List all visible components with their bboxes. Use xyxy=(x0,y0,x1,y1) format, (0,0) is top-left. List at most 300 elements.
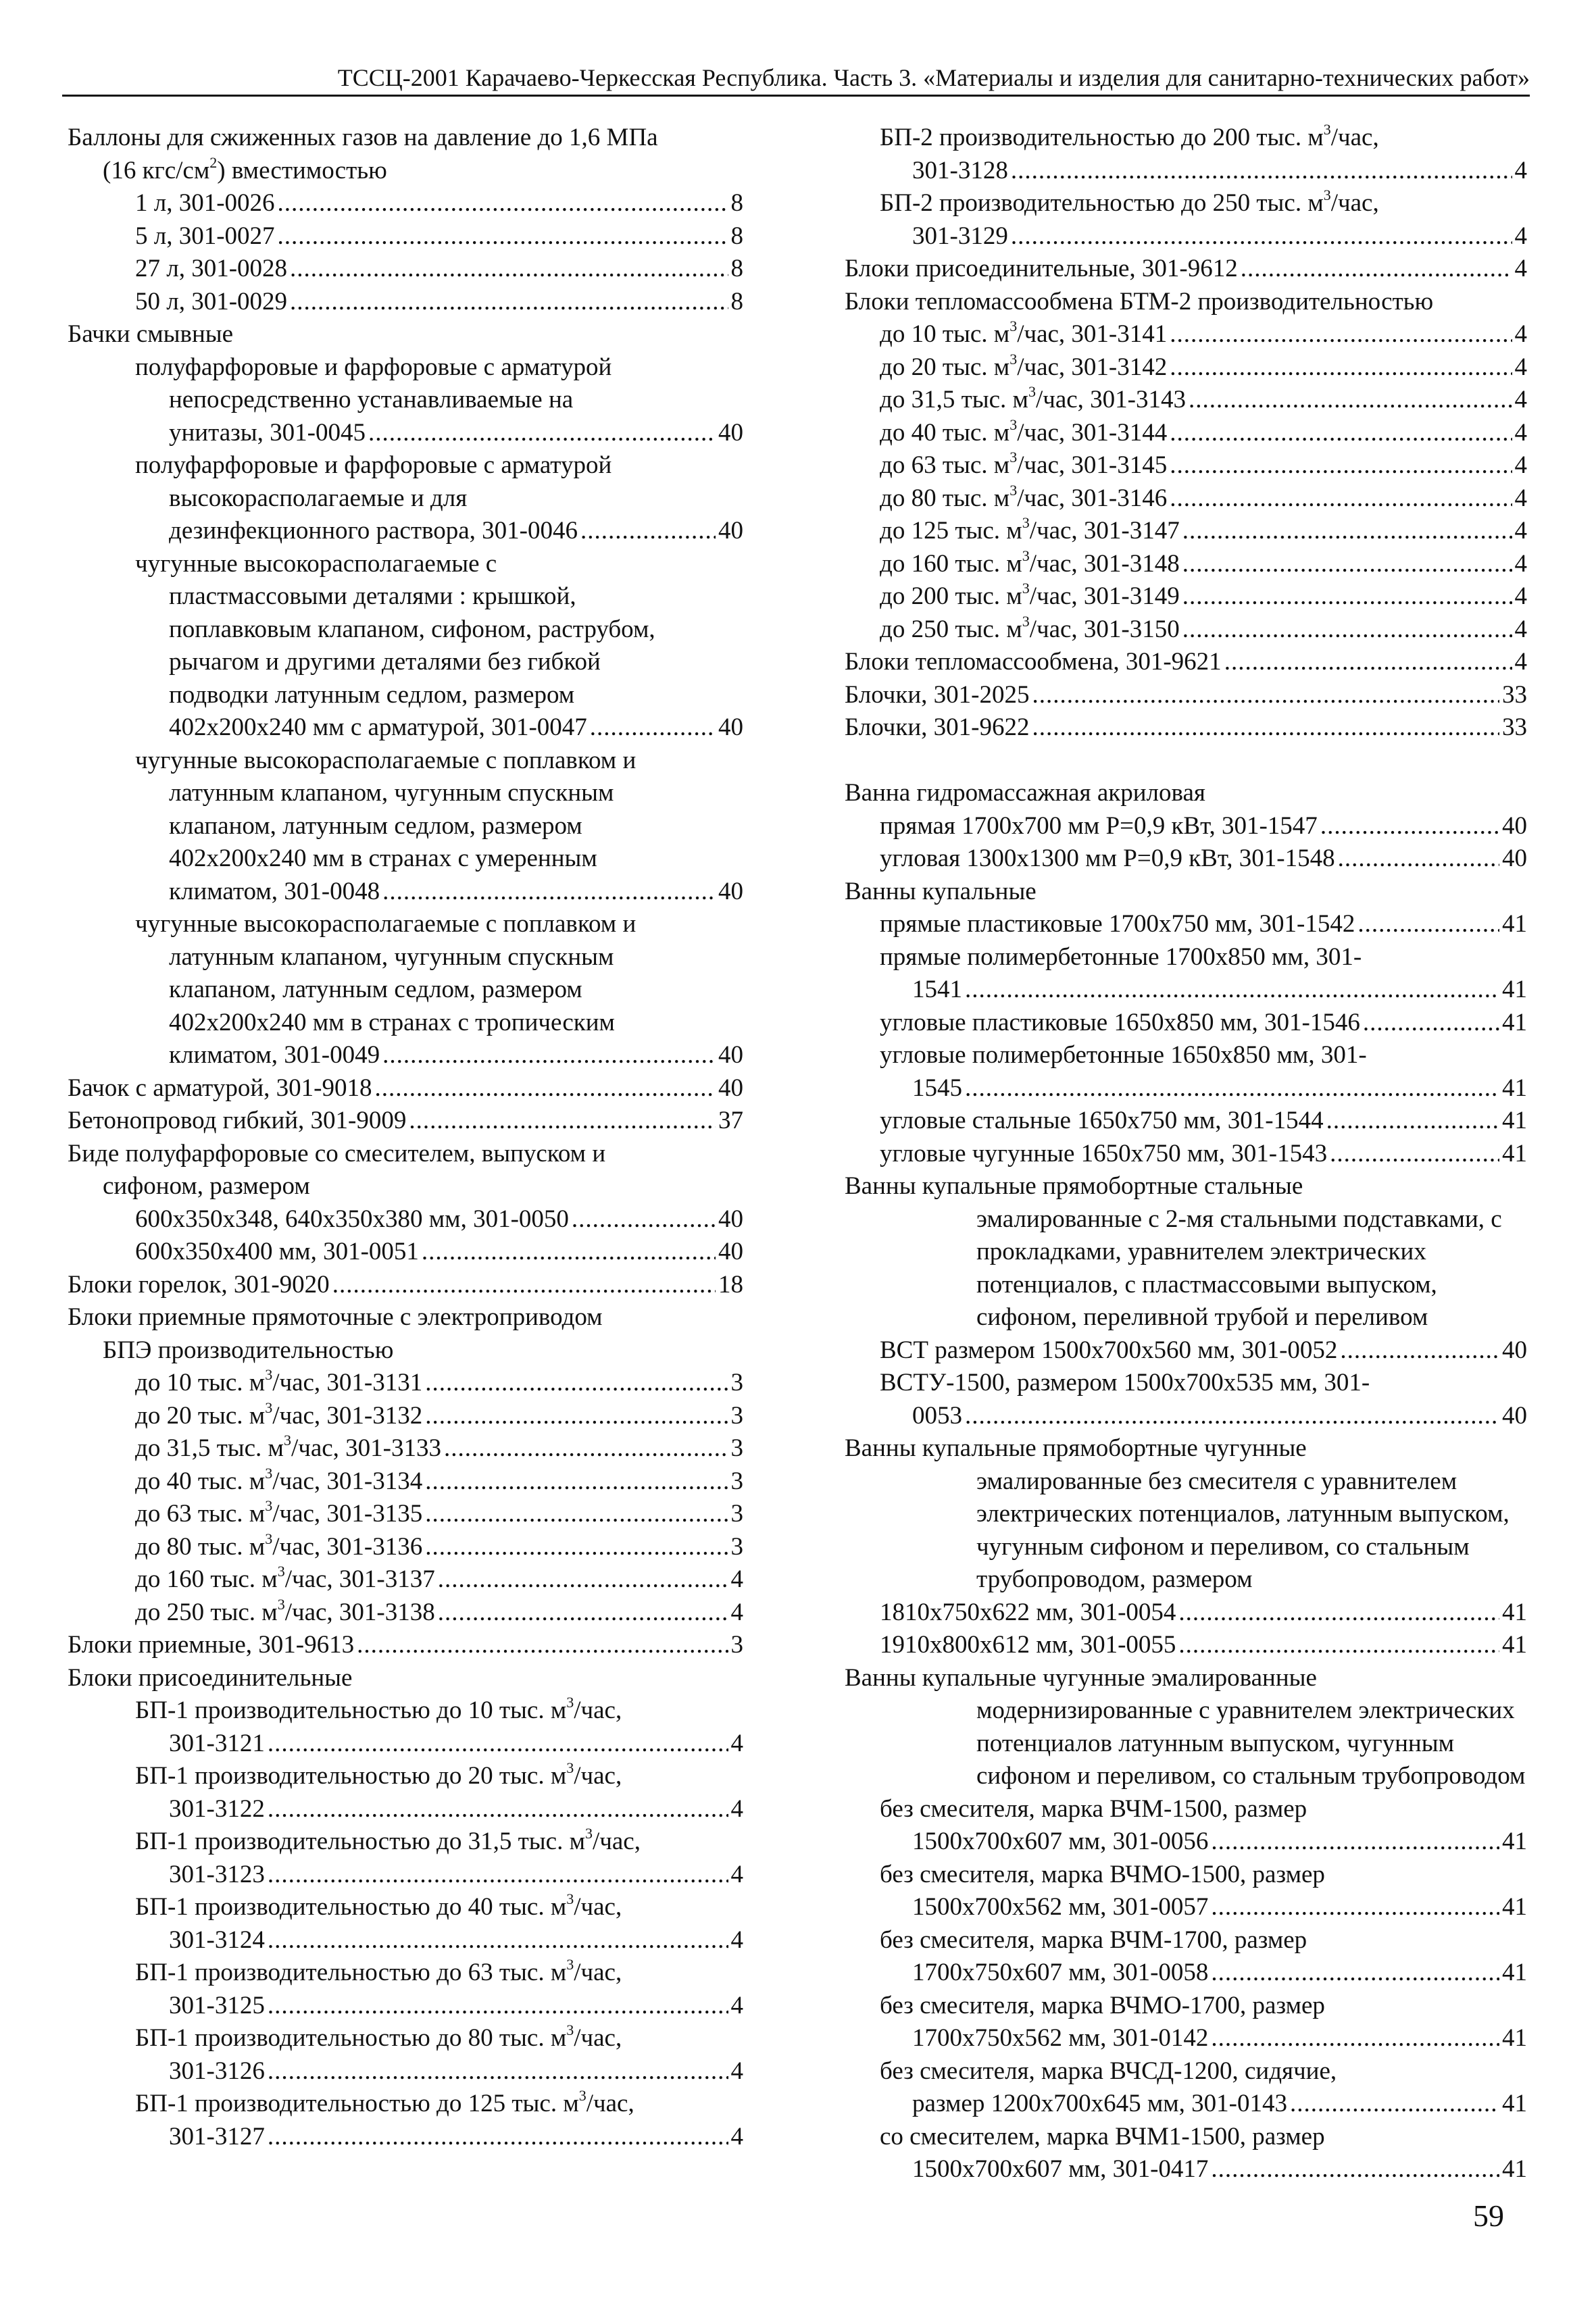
line-text: Ванны купальные прямобортные чугунные xyxy=(845,1434,1307,1462)
line-text: сифоном и переливом, со стальным трубопроводом xyxy=(976,1762,1526,1790)
entry-text: Блоки горелок, 301-9020 xyxy=(68,1270,330,1299)
entry-page-number: 4 xyxy=(730,1926,743,1954)
line-text: эмалированные без смесителя с уравнителем xyxy=(976,1467,1457,1495)
index-line xyxy=(68,482,743,515)
index-entry xyxy=(68,1990,743,2023)
index-line xyxy=(845,1694,1527,1728)
dot-leader xyxy=(268,1859,728,1892)
line-text: полуфарфоровые и фарфоровые с арматурой xyxy=(135,353,612,381)
entry-page-number: 3 xyxy=(730,1631,743,1659)
entry-page-number: 40 xyxy=(718,877,743,905)
index-line xyxy=(68,745,743,778)
index-line xyxy=(68,1957,743,1990)
index-line xyxy=(68,613,743,647)
line-text: БП-1 производительностью до 80 тыс. $м^3$/час, xyxy=(135,2021,622,2052)
dot-leader xyxy=(1032,711,1499,745)
index-column-left xyxy=(68,122,743,2153)
entry-text: 1700х750х562 мм, 301-0142 xyxy=(912,2024,1209,2052)
index-line xyxy=(68,1334,743,1367)
index-line xyxy=(68,941,743,974)
index-entry xyxy=(68,1367,743,1400)
index-line xyxy=(845,1367,1527,1400)
page-number: 59 xyxy=(1473,2198,1504,2233)
index-line xyxy=(68,580,743,613)
line-text: (16 кгс/$см^2$) вместимостью xyxy=(103,153,387,184)
entry-text: климатом, 301-0048 xyxy=(169,877,380,905)
index-entry xyxy=(68,1432,743,1465)
entry-page-number: 3 xyxy=(730,1500,743,1528)
dot-leader xyxy=(1182,580,1512,613)
line-text: модернизированные с уравнителем электрических xyxy=(976,1696,1515,1724)
index-line xyxy=(845,1301,1527,1334)
dot-leader xyxy=(382,876,716,909)
entry-text: до 250 тыс. $м^3$/час, 301-3150 xyxy=(880,612,1180,643)
line-text: клапаном, латунным седлом, размером xyxy=(169,976,582,1003)
dot-leader xyxy=(268,2121,728,2154)
index-line xyxy=(845,1531,1527,1564)
line-text: Блоки тепломассообмена БТМ-2 производительностью xyxy=(845,287,1434,316)
index-entry xyxy=(845,1596,1527,1630)
entry-text: до 160 тыс. $м^3$/час, 301-3148 xyxy=(880,547,1180,578)
index-entry xyxy=(68,711,743,745)
entry-text: до 31,5 тыс. $м^3$/час, 301-3133 xyxy=(135,1432,442,1462)
dot-leader xyxy=(409,1105,716,1138)
entry-text: 600х350х400 мм, 301-0051 xyxy=(135,1238,419,1265)
dot-leader xyxy=(1189,384,1512,417)
entry-text: Блоки приемные, 301-9613 xyxy=(68,1631,355,1659)
line-text: Ванны купальные прямобортные стальные xyxy=(845,1172,1303,1200)
entry-text: до 200 тыс. $м^3$/час, 301-3149 xyxy=(880,580,1180,610)
index-line xyxy=(68,1760,743,1793)
index-entry xyxy=(845,155,1527,188)
dot-leader xyxy=(1211,2153,1499,2186)
line-text: БП-2 производительностью до 250 тыс. $м^3$/час, xyxy=(880,186,1379,217)
entry-text: 301-3122 xyxy=(169,1794,265,1823)
index-entry xyxy=(68,2121,743,2154)
entry-page-number: 4 xyxy=(1514,517,1527,545)
line-text: Блоки присоединительные xyxy=(68,1663,353,1692)
index-line xyxy=(845,1859,1527,1892)
line-text: клапаном, латунным седлом, размером xyxy=(169,811,582,840)
index-entry xyxy=(845,1138,1527,1171)
index-entry xyxy=(845,580,1527,613)
line-text: БП-2 производительностью до 200 тыс. $м^3$/час, xyxy=(880,121,1379,151)
entry-text: 0053 xyxy=(912,1401,962,1430)
entry-page-number: 8 xyxy=(730,255,743,282)
line-text: непосредственно устанавливаемые на xyxy=(169,386,574,413)
dot-leader xyxy=(1170,351,1512,384)
index-line xyxy=(68,1170,743,1203)
index-line xyxy=(68,2022,743,2055)
dot-leader xyxy=(1011,220,1512,253)
entry-text: до 10 тыс. $м^3$/час, 301-3131 xyxy=(135,1366,423,1397)
index-entry xyxy=(845,1334,1527,1367)
index-line xyxy=(68,155,743,188)
index-entry xyxy=(68,1859,743,1892)
index-line xyxy=(845,1269,1527,1302)
dot-leader xyxy=(1330,1138,1499,1171)
dot-leader xyxy=(357,1629,728,1662)
line-text: БП-1 производительностью до 125 тыс. $м^3$/час, xyxy=(135,2087,634,2117)
entry-text: угловые чугунные 1650х750 мм, 301-1543 xyxy=(880,1139,1328,1167)
entry-text: 301-3123 xyxy=(169,1860,265,1888)
index-entry xyxy=(845,449,1527,482)
index-line xyxy=(68,646,743,679)
index-column-right xyxy=(845,122,1527,2186)
entry-text: климатом, 301-0049 xyxy=(169,1041,380,1069)
entry-page-number: 4 xyxy=(1514,484,1527,512)
line-text: прокладками, уравнителем электрических xyxy=(976,1238,1426,1265)
line-text: Бачки смывные xyxy=(68,320,234,348)
line-text: чугунные высокорасполагаемые с поплавком и xyxy=(135,910,637,938)
line-text: сифоном, переливной трубой и переливом xyxy=(976,1303,1428,1331)
dot-leader xyxy=(444,1432,728,1465)
entry-page-number: 4 xyxy=(1514,353,1527,381)
line-text: чугунные высокорасполагаемые с поплавком и xyxy=(135,746,637,774)
entry-text: 1500х700х607 мм, 301-0417 xyxy=(912,2155,1209,2183)
entry-page-number: 4 xyxy=(1514,451,1527,479)
dot-leader xyxy=(1182,515,1512,548)
index-line xyxy=(845,1793,1527,1826)
entry-text: 600х350х348, 640х350х380 мм, 301-0050 xyxy=(135,1205,569,1233)
entry-page-number: 41 xyxy=(1502,976,1527,1003)
index-line xyxy=(845,2055,1527,2088)
index-entry xyxy=(68,417,743,450)
dot-leader xyxy=(1178,1629,1499,1662)
line-text: 402х200х240 мм в странах с умеренным xyxy=(169,845,597,872)
index-entry xyxy=(845,2153,1527,2186)
entry-text: угловая 1300х1300 мм Р=0,9 кВт, 301-1548 xyxy=(880,845,1335,872)
entry-page-number: 40 xyxy=(1502,1336,1527,1364)
index-line xyxy=(845,941,1527,974)
dot-leader xyxy=(268,1793,728,1826)
line-text: полуфарфоровые и фарфоровые с арматурой xyxy=(135,451,612,479)
dot-leader xyxy=(278,220,728,253)
line-text: угловые полимербетонные 1650х850 мм, 301- xyxy=(880,1041,1367,1069)
entry-text: Блочки, 301-9622 xyxy=(845,713,1030,741)
dot-leader xyxy=(1170,449,1512,482)
entry-text: 5 л, 301-0027 xyxy=(135,222,275,250)
entry-page-number: 4 xyxy=(730,2122,743,2150)
index-line xyxy=(68,1301,743,1334)
index-entry xyxy=(845,1400,1527,1433)
entry-page-number: 4 xyxy=(1514,549,1527,578)
entry-text: до 10 тыс. $м^3$/час, 301-3141 xyxy=(880,318,1168,348)
dot-leader xyxy=(1170,417,1512,450)
index-entry xyxy=(845,613,1527,647)
index-entry xyxy=(68,1072,743,1105)
line-text: чугунным сифоном и переливом, со стальным xyxy=(976,1532,1470,1561)
index-entry xyxy=(845,810,1527,843)
entry-page-number: 41 xyxy=(1502,1074,1527,1102)
index-line xyxy=(68,842,743,876)
line-text: латунным клапаном, чугунным спускным xyxy=(169,942,614,971)
entry-page-number: 40 xyxy=(718,1238,743,1265)
entry-page-number: 33 xyxy=(1502,713,1527,741)
entry-page-number: 4 xyxy=(1514,418,1527,447)
index-entry xyxy=(845,417,1527,450)
entry-page-number: 41 xyxy=(1502,1139,1527,1167)
entry-page-number: 8 xyxy=(730,222,743,250)
entry-page-number: 3 xyxy=(730,1369,743,1397)
line-text: БП-1 производительностью до 31,5 тыс. $м^3$/час, xyxy=(135,1825,641,1855)
index-line xyxy=(845,1990,1527,2023)
dot-leader xyxy=(1340,1334,1499,1367)
line-text: Биде полуфарфоровые со смесителем, выпуском и xyxy=(68,1139,606,1167)
entry-page-number: 4 xyxy=(1514,615,1527,643)
index-entry xyxy=(845,842,1527,876)
dot-leader xyxy=(1363,1007,1499,1040)
dot-leader xyxy=(1241,253,1512,286)
entry-page-number: 4 xyxy=(1514,320,1527,348)
dot-leader xyxy=(1182,613,1512,647)
index-entry xyxy=(845,548,1527,581)
dot-leader xyxy=(1211,1891,1499,1924)
entry-page-number: 4 xyxy=(730,2057,743,2085)
dot-leader xyxy=(1338,842,1499,876)
index-entry xyxy=(845,2088,1527,2121)
dot-leader xyxy=(965,1400,1499,1433)
index-entry xyxy=(68,1400,743,1433)
line-text: без смесителя, марка ВЧСД-1200, сидячие, xyxy=(880,2057,1337,2085)
entry-text: Блочки, 301-2025 xyxy=(845,680,1030,709)
line-text: БПЭ производительностью xyxy=(103,1336,394,1364)
index-entry xyxy=(845,515,1527,548)
index-entry xyxy=(845,1957,1527,1990)
entry-text: 1545 xyxy=(912,1074,962,1102)
index-line xyxy=(68,384,743,417)
entry-page-number: 41 xyxy=(1502,1631,1527,1659)
dot-leader xyxy=(580,515,716,548)
entry-text: дезинфекционного раствора, 301-0046 xyxy=(169,517,578,545)
line-text: ВСТУ-1500, размером 1500х700х535 мм, 301- xyxy=(880,1369,1370,1397)
entry-text: до 250 тыс. $м^3$/час, 301-3138 xyxy=(135,1595,435,1626)
line-text: Ванна гидромассажная акриловая xyxy=(845,779,1205,807)
entry-text: до 20 тыс. $м^3$/час, 301-3142 xyxy=(880,350,1168,381)
index-entry xyxy=(68,187,743,220)
entry-page-number: 40 xyxy=(718,1205,743,1233)
index-entry xyxy=(68,1105,743,1138)
line-text: поплавковым клапаном, сифоном, раструбом, xyxy=(169,615,655,643)
index-line xyxy=(845,1465,1527,1499)
header-title: ТССЦ-2001 Карачаево-Черкесская Республика. Часть 3. «Материалы и изделия для санитарно-технических работ» xyxy=(337,64,1530,91)
entry-page-number: 37 xyxy=(718,1107,743,1134)
entry-text: размер 1200х700х645 мм, 301-0143 xyxy=(912,2090,1287,2117)
dot-leader xyxy=(1211,2022,1499,2055)
dot-leader xyxy=(278,187,728,220)
index-entry xyxy=(845,482,1527,515)
index-entry xyxy=(845,646,1527,679)
index-entry xyxy=(68,515,743,548)
entry-text: 301-3121 xyxy=(169,1729,265,1757)
entry-page-number: 40 xyxy=(1502,845,1527,872)
dot-leader xyxy=(425,1465,728,1499)
index-line xyxy=(845,1236,1527,1269)
entry-text: 27 л, 301-0028 xyxy=(135,255,288,282)
dot-leader xyxy=(1224,646,1512,679)
entry-text: до 20 тыс. $м^3$/час, 301-3132 xyxy=(135,1399,423,1430)
entry-text: 301-3124 xyxy=(169,1926,265,1954)
entry-text: 1910х800х612 мм, 301-0055 xyxy=(880,1631,1176,1659)
index-entry xyxy=(845,908,1527,941)
dot-leader xyxy=(1011,155,1512,188)
index-entry xyxy=(68,1596,743,1630)
index-line xyxy=(845,1498,1527,1531)
entry-text: 1541 xyxy=(912,976,962,1003)
entry-page-number: 41 xyxy=(1502,1598,1527,1626)
index-line xyxy=(845,1662,1527,1695)
dot-leader xyxy=(590,711,716,745)
line-text: без смесителя, марка ВЧМ-1700, размер xyxy=(880,1926,1307,1954)
index-entry xyxy=(845,318,1527,351)
index-entry xyxy=(68,2055,743,2088)
index-line xyxy=(68,1662,743,1695)
entry-page-number: 4 xyxy=(730,1860,743,1888)
entry-text: до 63 тыс. $м^3$/час, 301-3145 xyxy=(880,449,1168,479)
dot-leader xyxy=(1032,679,1499,712)
entry-text: до 80 тыс. $м^3$/час, 301-3136 xyxy=(135,1530,423,1561)
dot-leader xyxy=(1178,1596,1499,1630)
line-text: без смесителя, марка ВЧМО-1500, размер xyxy=(880,1860,1325,1888)
entry-page-number: 3 xyxy=(730,1532,743,1561)
index-line xyxy=(68,1007,743,1040)
index-entry xyxy=(68,253,743,286)
index-entry xyxy=(845,351,1527,384)
index-entry xyxy=(845,1826,1527,1859)
entry-text: ВСТ размером 1500х700х560 мм, 301-0052 xyxy=(880,1336,1338,1364)
dot-leader xyxy=(382,1039,716,1072)
dot-leader xyxy=(425,1367,728,1400)
index-line xyxy=(68,318,743,351)
entry-text: 1500х700х607 мм, 301-0056 xyxy=(912,1828,1209,1855)
entry-page-number: 4 xyxy=(730,1794,743,1823)
index-line xyxy=(845,876,1527,909)
page-header xyxy=(62,61,1530,97)
entry-text: 301-3126 xyxy=(169,2057,265,2085)
dot-leader xyxy=(268,1990,728,2023)
index-entry xyxy=(845,1072,1527,1105)
dot-leader xyxy=(290,286,728,319)
entry-text: прямая 1700х700 мм Р=0,9 кВт, 301-1547 xyxy=(880,811,1318,840)
line-text: подводки латунным седлом, размером xyxy=(169,680,575,709)
entry-page-number: 4 xyxy=(730,1598,743,1626)
entry-page-number: 4 xyxy=(730,1991,743,2019)
entry-page-number: 40 xyxy=(718,418,743,447)
line-text: без смесителя, марка ВЧМ-1500, размер xyxy=(880,1794,1307,1823)
entry-page-number: 41 xyxy=(1502,2155,1527,2183)
entry-text: 301-3128 xyxy=(912,156,1008,184)
dot-leader xyxy=(438,1596,728,1630)
entry-page-number: 40 xyxy=(1502,1401,1527,1430)
index-line xyxy=(68,810,743,843)
entry-text: прямые пластиковые 1700х750 мм, 301-1542 xyxy=(880,910,1355,938)
dot-leader xyxy=(1211,1957,1499,1990)
index-line xyxy=(845,1728,1527,1761)
line-text: БП-1 производительностью до 63 тыс. $м^3$/час, xyxy=(135,1956,622,1986)
index-line xyxy=(68,351,743,384)
section-gap xyxy=(845,745,1527,778)
entry-page-number: 41 xyxy=(1502,1008,1527,1036)
line-text: БП-1 производительностью до 40 тыс. $м^3$/час, xyxy=(135,1890,622,1921)
dot-leader xyxy=(1170,318,1512,351)
entry-text: до 40 тыс. $м^3$/час, 301-3144 xyxy=(880,416,1168,447)
index-line xyxy=(68,1694,743,1728)
entry-page-number: 4 xyxy=(1514,386,1527,413)
index-entry xyxy=(845,679,1527,712)
dot-leader xyxy=(572,1203,716,1236)
entry-text: до 40 тыс. $м^3$/час, 301-3134 xyxy=(135,1464,423,1495)
entry-text: 1810х750х622 мм, 301-0054 xyxy=(880,1598,1176,1626)
entry-page-number: 41 xyxy=(1502,1959,1527,1986)
entry-page-number: 41 xyxy=(1502,1893,1527,1921)
index-entry xyxy=(68,1498,743,1531)
entry-text: 50 л, 301-0029 xyxy=(135,287,288,316)
line-text: латунным клапаном, чугунным спускным xyxy=(169,779,614,807)
dot-leader xyxy=(1357,908,1499,941)
index-entry xyxy=(68,1236,743,1269)
index-line xyxy=(68,449,743,482)
entry-page-number: 4 xyxy=(1514,648,1527,676)
dot-leader xyxy=(965,974,1499,1007)
entry-text: Бетонопровод гибкий, 301-9009 xyxy=(68,1107,407,1134)
dot-leader xyxy=(425,1531,728,1564)
index-entry xyxy=(845,1007,1527,1040)
index-entry xyxy=(68,220,743,253)
entry-text: 301-3127 xyxy=(169,2122,265,2150)
entry-text: угловые пластиковые 1650х850 мм, 301-1546 xyxy=(880,1008,1360,1036)
index-entry xyxy=(68,1465,743,1499)
index-line xyxy=(845,1203,1527,1236)
dot-leader xyxy=(1211,1826,1499,1859)
dot-leader xyxy=(438,1563,728,1596)
entry-page-number: 41 xyxy=(1502,1107,1527,1134)
entry-text: до 31,5 тыс. $м^3$/час, 301-3143 xyxy=(880,383,1187,413)
entry-page-number: 40 xyxy=(718,1041,743,1069)
index-line xyxy=(845,286,1527,319)
entry-page-number: 4 xyxy=(1514,582,1527,610)
index-entry xyxy=(845,1891,1527,1924)
index-entry xyxy=(68,1924,743,1957)
dot-leader xyxy=(965,1072,1499,1105)
index-entry xyxy=(68,1531,743,1564)
index-entry xyxy=(845,974,1527,1007)
entry-text: 1500х700х562 мм, 301-0057 xyxy=(912,1893,1209,1921)
entry-page-number: 8 xyxy=(730,287,743,316)
index-entry xyxy=(845,711,1527,745)
entry-page-number: 4 xyxy=(1514,222,1527,250)
index-entry xyxy=(68,1269,743,1302)
index-line xyxy=(68,777,743,810)
line-text: электрических потенциалов, латунным выпуском, xyxy=(976,1500,1510,1528)
dot-leader xyxy=(1320,810,1499,843)
entry-text: до 160 тыс. $м^3$/час, 301-3137 xyxy=(135,1563,435,1593)
index-entry xyxy=(68,286,743,319)
entry-page-number: 4 xyxy=(1514,255,1527,282)
index-line xyxy=(68,1826,743,1859)
dot-leader xyxy=(1170,482,1512,515)
line-text: со смесителем, марка ВЧМ1-1500, размер xyxy=(880,2122,1325,2150)
entry-text: 1700х750х607 мм, 301-0058 xyxy=(912,1959,1209,1986)
entry-page-number: 33 xyxy=(1502,680,1527,709)
entry-text: 1 л, 301-0026 xyxy=(135,189,275,217)
index-entry xyxy=(68,1203,743,1236)
index-entry xyxy=(845,384,1527,417)
index-entry xyxy=(68,876,743,909)
entry-text: угловые стальные 1650х750 мм, 301-1544 xyxy=(880,1107,1324,1134)
entry-text: унитазы, 301-0045 xyxy=(169,418,366,447)
line-text: потенциалов латунным выпуском, чугунным xyxy=(976,1729,1454,1757)
index-line xyxy=(68,1138,743,1171)
